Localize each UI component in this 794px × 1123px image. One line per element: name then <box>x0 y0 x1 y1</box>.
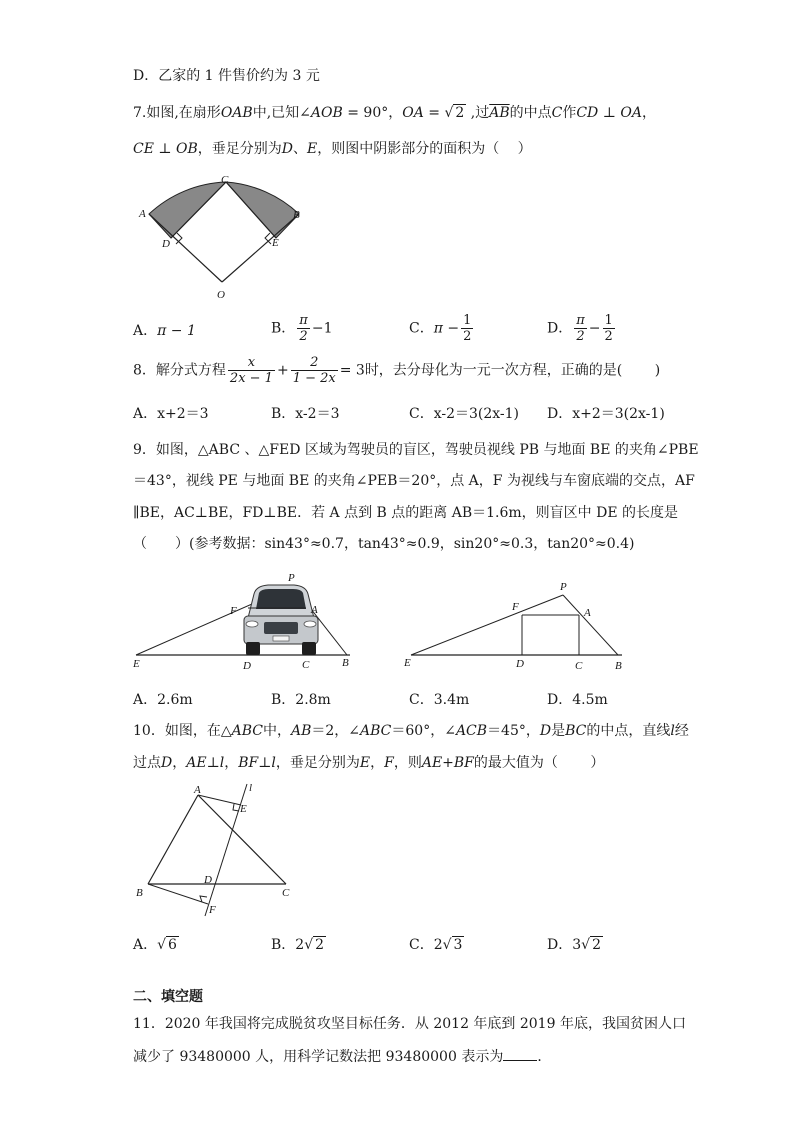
q9-fig2-label-a: A <box>584 607 591 619</box>
q7-option-b: B． $\frac{\pi}{2}$ −1 <box>271 313 333 344</box>
q10-option-a: A．√ 6 <box>133 937 177 953</box>
q9-fig1-label-a: A <box>311 604 318 616</box>
q6-option-d: D．乙家的 1 件售价约为 3 元 <box>133 68 320 84</box>
q9-fig2-label-c: C <box>575 660 583 672</box>
q9-fig1-label-e: E <box>133 658 140 670</box>
q10-triangle-figure <box>130 780 310 920</box>
q9-fig2-label-f: F <box>512 601 519 613</box>
q9-stem-line1: 9．如图，△ABC 、△FED 区域为驾驶员的盲区，驾驶员视线 PB 与地面 BE 的夹角∠PBE <box>133 442 699 458</box>
q9-figure-diagram <box>400 578 630 674</box>
q9-stem-line3: ∥BE，AC⊥BE，FD⊥BE．若 A 点到 B 点的距离 AB＝1.6m，则盲区中 DE 的长度是 <box>133 505 679 521</box>
q11-answer-blank[interactable] <box>503 1046 537 1061</box>
q9-fig1-label-d: D <box>243 660 251 672</box>
q9-option-d: D．4.5m <box>547 692 608 708</box>
q9-stem-line2: ＝43°，视线 PE 与地面 BE 的夹角∠PEB＝20°，点 A，F 为视线与车窗底端的交点，AF <box>133 473 695 489</box>
q9-fig1-label-f: F <box>230 605 237 617</box>
q10-label-c: C <box>282 887 290 899</box>
q7-option-c: C．π − $\frac{1}{2}$ <box>409 313 472 344</box>
q9-option-a: A．2.6m <box>133 692 193 708</box>
q9-fig2-label-p: P <box>560 581 567 593</box>
q9-stem-line4: （ ）(参考数据：sin43°≈0.7，tan43°≈0.9，sin20°≈0.3，tan20°≈0.4) <box>133 536 635 552</box>
q11-stem-line1: 11．2020 年我国将完成脱贫攻坚目标任务．从 2012 年底到 2019 年底，我国贫困人口 <box>133 1016 686 1032</box>
q7-stem-line1: 7.如图,在扇形OAB中,已知∠AOB = 90°，OA = √ 2 ,过$\overline{AB}$的中点C作CD ⊥ OA， <box>133 105 656 121</box>
q9-fig2-label-e: E <box>404 657 411 669</box>
q9-fig1-label-c: C <box>302 659 310 671</box>
q7-label-e: E <box>272 237 279 249</box>
q10-label-l: l <box>249 782 253 794</box>
q9-figure-car <box>130 568 360 672</box>
q9-fig2-label-d: D <box>516 658 524 670</box>
q7-label-c: C <box>221 174 229 186</box>
q7-option-d: D． $\frac{\pi}{2}$ − $\frac{1}{2}$ <box>547 313 613 344</box>
q7-stem-line2: CE ⊥ OB，垂足分别为D、E，则图中阴影部分的面积为（ ） <box>133 141 532 157</box>
q10-stem-line1: 10．如图，在△ABC中，AB＝2，∠ABC＝60°，∠ACB＝45°，D是BC的中点，直线l经 <box>133 723 689 739</box>
q9-fig1-label-b: B <box>342 657 349 669</box>
q7-label-o: O <box>217 289 225 301</box>
q7-label-b: B <box>293 209 300 221</box>
q7-option-a: A．π − 1 <box>133 323 196 339</box>
q9-option-c: C．3.4m <box>409 692 470 708</box>
q10-option-d: D．3√ 2 <box>547 937 601 953</box>
q11-stem-line2: 减少了 93480000 人，用科学记数法把 93480000 表示为 ． <box>133 1046 551 1067</box>
q8-option-d: D．x+2＝3(2x-1) <box>547 406 665 422</box>
q7-shaded-left <box>149 182 226 238</box>
q8-option-b: B．x-2＝3 <box>271 406 340 422</box>
q8-option-a: A．x+2＝3 <box>133 406 209 422</box>
q9-option-b: B．2.8m <box>271 692 331 708</box>
q7-sector-figure <box>130 172 310 302</box>
q10-option-c: C．2√ 3 <box>409 937 463 953</box>
q10-label-f: F <box>209 904 216 916</box>
q8-option-c: C．x-2＝3(2x-1) <box>409 406 520 422</box>
q10-label-e: E <box>240 803 247 815</box>
q7-shaded-right <box>226 182 299 238</box>
q10-option-b: B．2√ 2 <box>271 937 325 953</box>
q9-fig1-label-p: P <box>288 572 295 584</box>
q7-label-d: D <box>162 238 170 250</box>
q10-label-a: A <box>194 784 201 796</box>
section-title-fill-blank: 二、填空题 <box>133 989 203 1005</box>
q8-stem: 8．解分式方程 $\frac{x}{2x - 1}$ + $\frac{2}{1 - 2x}$ = 3时，去分母化为一元一次方程，正确的是( ) <box>133 355 661 386</box>
q10-label-b: B <box>136 887 143 899</box>
q7-label-a: A <box>139 208 146 220</box>
q9-fig2-label-b: B <box>615 660 622 672</box>
q10-stem-line2: 过点D，AE⊥l，BF⊥l，垂足分别为E，F，则AE+BF的最大值为（ ） <box>133 755 605 771</box>
car-image <box>244 585 318 655</box>
q10-label-d: D <box>204 874 212 886</box>
